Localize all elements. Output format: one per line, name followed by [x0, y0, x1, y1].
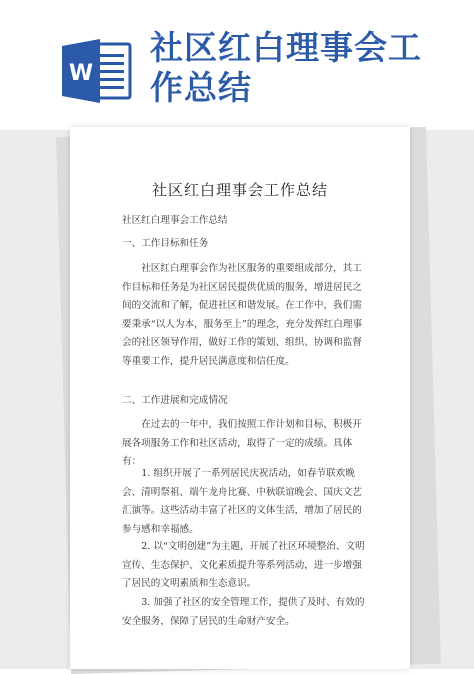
word-icon-letter: W [68, 61, 94, 86]
banner-title-line1: 社区红白理事会工 [150, 28, 422, 67]
banner [0, 0, 474, 130]
list-item-2: 2. 以“文明创建”为主题，开展了社区环境整治、文明宣传、生态保护、文化素质提升等系列活动，进一步增强了居民的文明素质和生态意识。 [122, 541, 365, 589]
banner-title-line2: 作总结 [150, 68, 252, 107]
banner-title [150, 28, 450, 108]
paragraph-2: 在过去的一年中，我们按照工作计划和目标，积极开展各项服务工作和社区活动，取得了一定的成绩。具体有： [122, 419, 362, 467]
document-page [70, 127, 410, 669]
list-item-1: 1. 组织开展了一系列居民庆祝活动，如春节联欢晚会、清明祭祖、端午龙舟比赛、中秋联谊晚会、国庆文艺汇演等。这些活动丰富了社区的文体生活，增加了居民的参与感和幸福感。 [122, 468, 362, 535]
word-doc-icon [60, 36, 134, 106]
section-heading-2: 二、工作进展和完成情况 [122, 395, 228, 406]
doc-subtitle: 社区红白理事会工作总结 [122, 215, 228, 226]
paragraph-1: 社区红白理事会作为社区服务的重要组成部分，其工作目标和任务是为社区居民提供优质的服务，增进居民之间的交流和了解，促进社区和谐发展。在工作中，我们需要秉承“以人为本，服务至上”的理念，充分发挥红白理事会的社区领导作用，做好工作的策划、组织、协调和监督等重要工作，提升居民满意度和信任度。 [122, 263, 363, 367]
section-heading-1: 一、工作目标和任务 [122, 238, 209, 249]
list-item-3: 3. 加强了社区的安全管理工作，提供了及时、有效的安全服务，保障了居民的生命财产安全。 [122, 597, 365, 627]
document-title: 社区红白理事会工作总结 [151, 181, 328, 199]
